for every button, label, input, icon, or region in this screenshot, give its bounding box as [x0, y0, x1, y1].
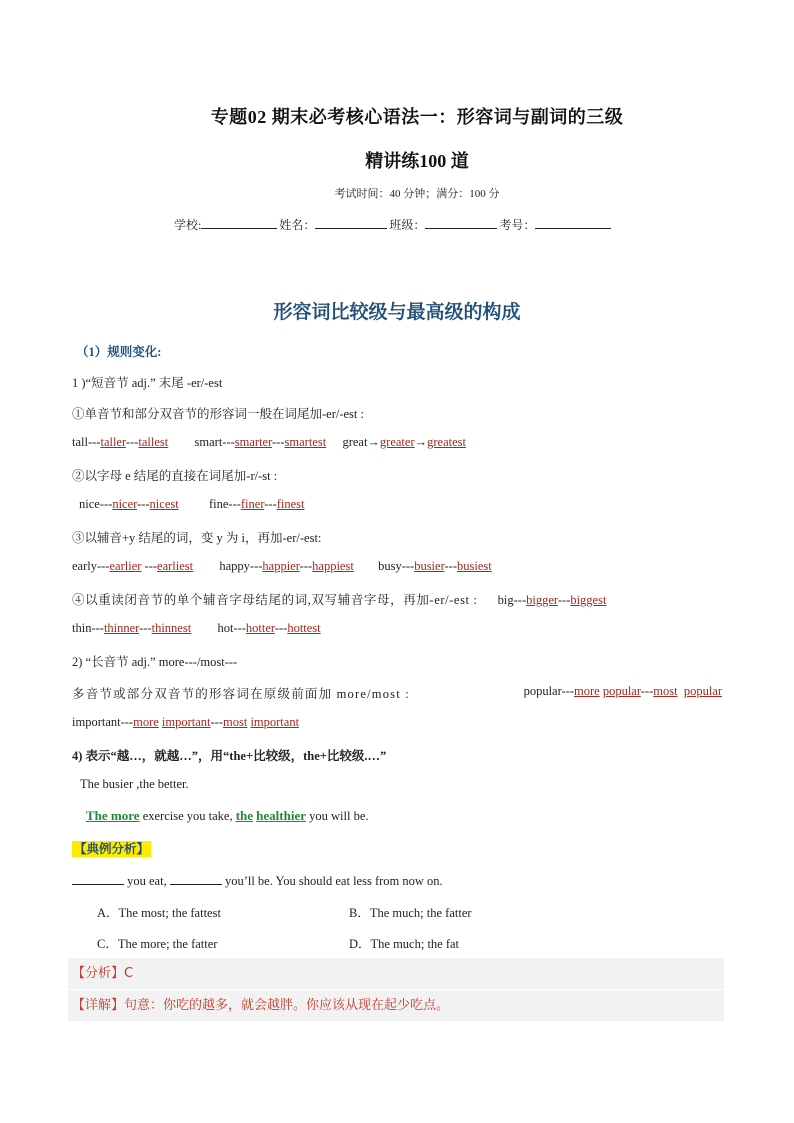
class-blank[interactable] [425, 216, 497, 229]
answer-superlative: nicest [149, 497, 179, 511]
word-base: tall--- [72, 435, 101, 449]
answer-superlative: thinnest [151, 621, 192, 635]
exam-info: 考试时间：40 分钟；满分：100 分 [334, 188, 500, 200]
student-info-fields [174, 216, 613, 233]
arrow-icon: → [367, 435, 380, 449]
arrow-icon: → [414, 435, 428, 449]
example-question: you eat, you’ll be. You should eat less from now on. [72, 872, 443, 889]
separator: --- [141, 559, 158, 573]
answer-superlative: busiest [457, 559, 492, 573]
rule1c-examples [72, 559, 492, 574]
question-blank-1[interactable] [72, 872, 124, 885]
example-tag [72, 839, 151, 857]
word-base: great [342, 435, 368, 449]
name-blank[interactable] [315, 216, 387, 229]
rule1b-examples [79, 497, 305, 512]
rule2-example-important: important---more important---most important [72, 715, 300, 729]
exam-no-blank[interactable] [535, 216, 611, 229]
answer-comparative: finer [240, 497, 265, 511]
word-base: happy--- [219, 559, 263, 573]
answer-healthier: healthier [256, 808, 306, 823]
exam-no-label: 考号： [499, 218, 536, 232]
rule1b-text: ②以字母 e 结尾的直接在词尾加-r/-st : [72, 469, 278, 483]
rule1d-text: ④以重读闭音节的单个辅音字母结尾的词,双写辅音字母，再加-er/-est : [72, 593, 478, 607]
separator: --- [299, 559, 313, 573]
rule1a-examples [72, 435, 466, 450]
answer-superlative: finest [276, 497, 305, 511]
separator: --- [137, 497, 150, 511]
question-blank-2[interactable] [170, 872, 222, 885]
word-base: nice--- [79, 497, 113, 511]
name-label: 姓名： [279, 218, 316, 232]
answer-superlative: earliest [157, 559, 194, 573]
example-analysis-tag: 【典例分析】 [74, 842, 150, 856]
separator: --- [557, 593, 571, 607]
rule2-example-popular: popular---more popular---most popular [523, 684, 722, 698]
separator: --- [264, 497, 277, 511]
rule1d-line [72, 590, 606, 608]
rule1c-text: ③以辅音+y 结尾的词，变 y 为 i，再加-er/-est: [72, 531, 322, 545]
word-base: fine--- [208, 497, 241, 511]
word-base: early--- [72, 559, 110, 573]
separator: --- [274, 621, 288, 635]
detail-label: 【详解】 [72, 998, 125, 1013]
answer-superlative: hottest [287, 621, 321, 635]
word-base: hot--- [217, 621, 246, 635]
analysis-value: C [124, 966, 134, 981]
answer-comparative: hotter [245, 621, 275, 635]
detail-text: 句意：你吃的越多，就会越胖。你应该从现在起少吃点。 [124, 998, 450, 1013]
answer-comparative: smarter [234, 435, 273, 449]
option-d[interactable]: D．The much; the fat [349, 937, 460, 951]
answer-comparative: taller [100, 435, 126, 449]
answer-comparative: thinner [103, 621, 140, 635]
detail-row [68, 990, 724, 1021]
rule1d-examples [72, 621, 321, 636]
word-base: busy--- [378, 559, 415, 573]
section-heading: 形容词比较级与最高级的构成 [273, 302, 521, 323]
analysis-label: 【分析】 [72, 966, 125, 981]
answer-comparative: bigger [526, 593, 558, 607]
class-label: 班级： [389, 218, 426, 232]
rule4-example2: The more exercise you take, the healthier you will be. [86, 808, 369, 823]
word-base: big--- [497, 593, 527, 607]
answer-the: the [235, 808, 254, 823]
separator: --- [444, 559, 457, 573]
separator: --- [125, 435, 139, 449]
answer-comparative: happier [262, 559, 300, 573]
answer-the-more: The more [86, 808, 140, 823]
word-base: smart--- [194, 435, 235, 449]
option-b[interactable]: B．The much; the fatter [349, 906, 472, 920]
answer-superlative: tallest [138, 435, 169, 449]
sub-heading-regular: （1）规则变化: [76, 345, 162, 359]
rule2-line [72, 684, 722, 702]
answer-comparative: busier [414, 559, 445, 573]
rule2-text: 多音节或部分双音节的形容词在原级前面加 more/most : [72, 687, 410, 701]
option-c[interactable]: C．The more; the fatter [97, 937, 218, 951]
answer-superlative: happiest [312, 559, 354, 573]
answer-superlative: smartest [284, 435, 327, 449]
rule1a-text: ①单音节和部分双音节的形容词一般在词尾加-er/-est : [72, 407, 364, 421]
rule1-title: 1 )“短音节 adj.” 末尾 -er/-est [72, 376, 223, 390]
analysis-row [68, 958, 724, 989]
word-base: thin--- [72, 621, 104, 635]
doc-title-line2: 精讲练100 道 [365, 151, 469, 171]
answer-comparative: greater [379, 435, 415, 449]
school-blank[interactable] [201, 216, 277, 229]
separator: --- [272, 435, 285, 449]
separator: --- [139, 621, 152, 635]
rule2-title: 2) “长音节 adj.” more---/most--- [72, 655, 238, 669]
rule4-title: 4) 表示“越…，就越…”，用“the+比较级，the+比较级.…” [72, 749, 387, 763]
answer-comparative: nicer [112, 497, 138, 511]
doc-title-line1: 专题02 期末必考核心语法一：形容词与副词的三级 [210, 107, 624, 127]
option-a[interactable]: A．The most; the fattest [97, 906, 221, 920]
school-label: 学校: [174, 218, 202, 232]
rule4-example1: The busier ,the better. [80, 777, 189, 791]
answer-comparative: earlier [109, 559, 142, 573]
answer-superlative: greatest [427, 435, 466, 449]
answer-superlative: biggest [570, 593, 607, 607]
